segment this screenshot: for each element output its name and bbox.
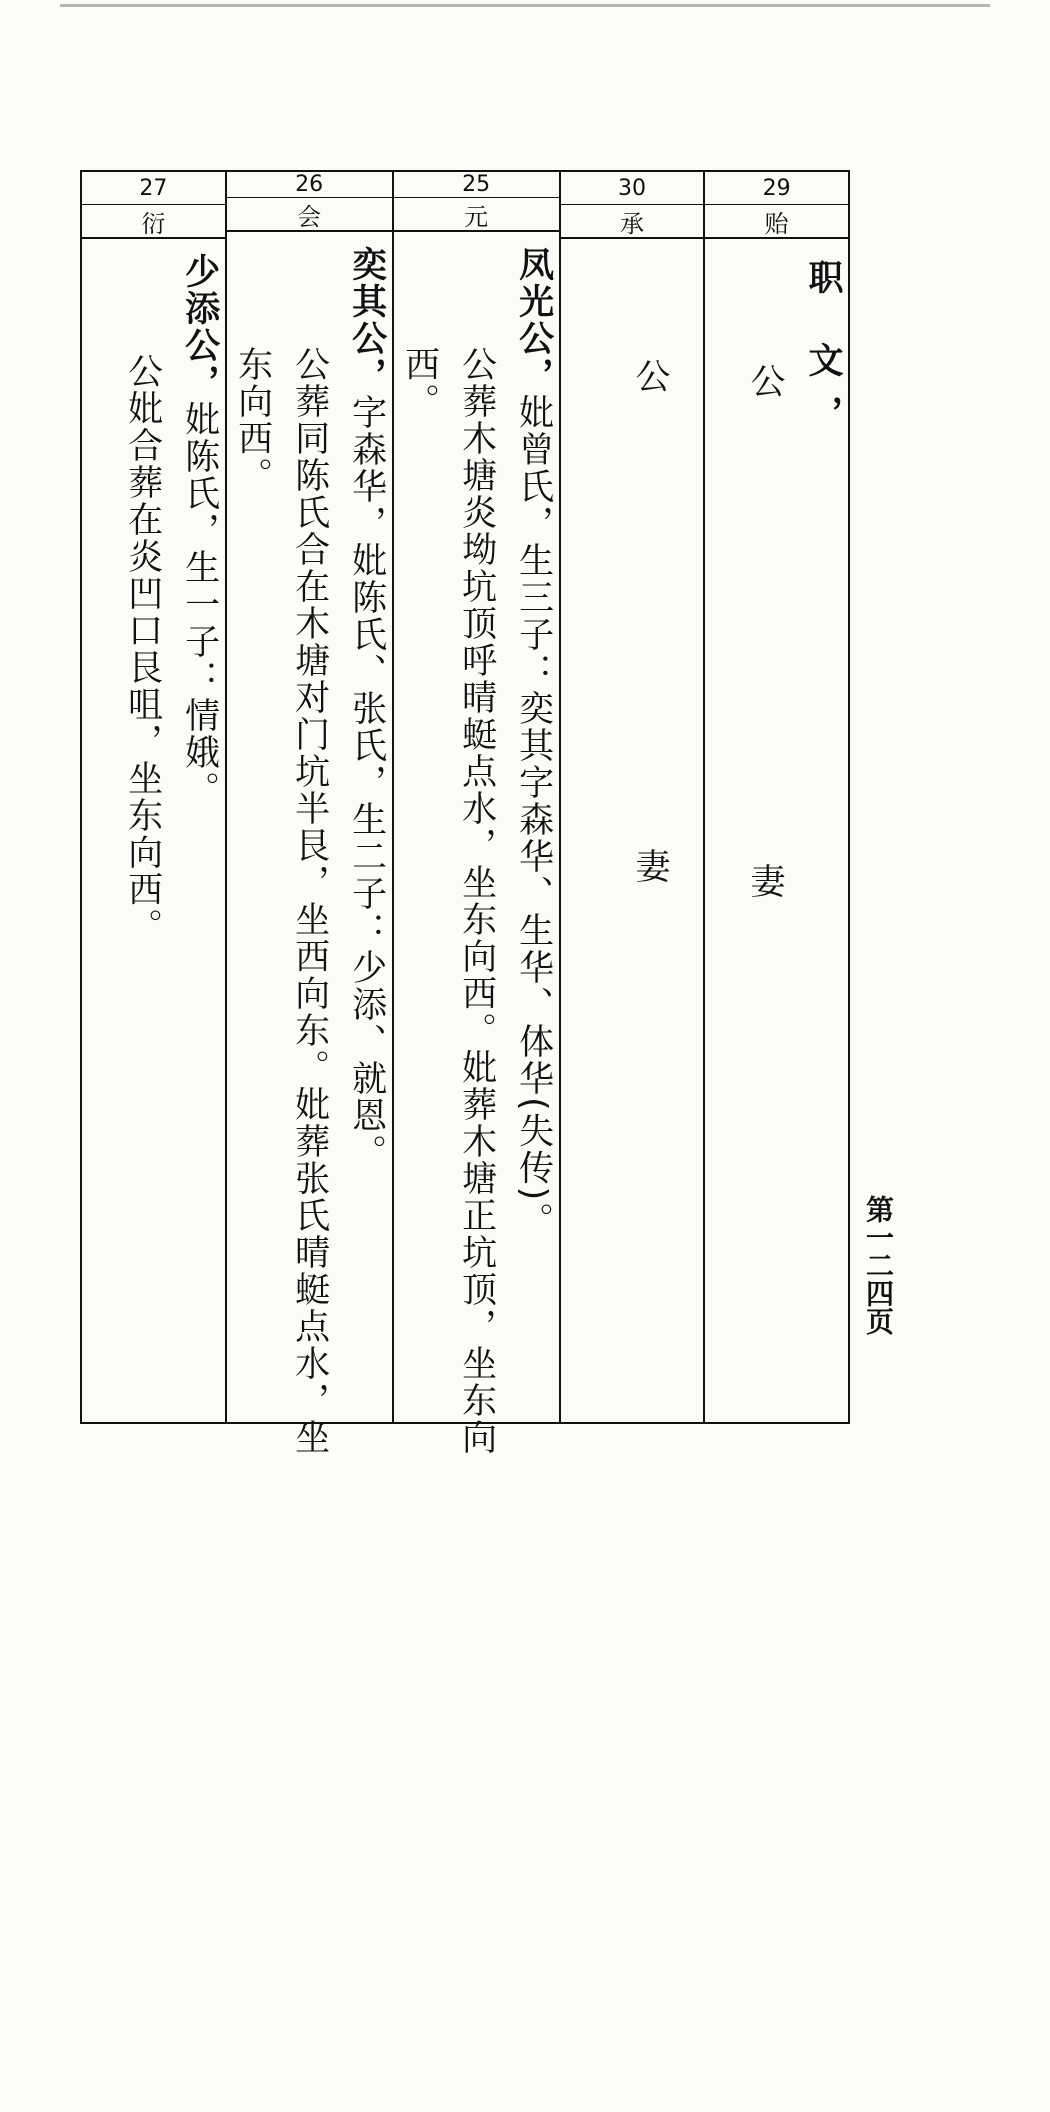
husband-label: 公 [745,363,786,400]
entry-line-1: 凤光公，妣曾氏，生三子：奕其字森华、生华、体华(失传)。 [513,246,554,1240]
column-body [705,239,848,1422]
column-number: 27 [82,172,225,205]
top-rule [60,4,990,7]
column-30 [561,172,706,1422]
wife-label: 妻 [745,863,786,900]
entry-line-2: 公葬同陈氏合在木塘对门坑半艮，坐西向东。妣葬张氏晴蜓点水，坐 [289,346,330,1456]
ancestor-name: 少添公， [179,253,220,401]
ancestor-name: 凤光公， [513,246,554,394]
column-body [394,232,559,1466]
husband-label: 公 [630,358,670,395]
generation-character: 元 [394,198,559,232]
column-number: 26 [227,172,392,198]
column-body [227,232,392,1466]
column-number: 29 [705,172,848,205]
entry-line-2: 公葬木塘炎坳坑顶呼晴蜓点水，坐东向西。妣葬木塘正坑顶，坐东向 [456,346,497,1456]
column-number: 25 [394,172,559,198]
column-body [82,239,225,1422]
entry-line-3: 西。 [399,346,440,420]
spouse-line [745,253,786,1412]
entry-line-2: 公妣合葬在炎凹口艮咀，坐东向西。 [122,353,163,945]
generation-character: 会 [227,198,392,232]
ancestor-name-line [803,253,844,1412]
genealogy-table [80,170,850,1456]
column-number: 30 [561,172,704,205]
page-number: 第一二四页 [862,1195,895,1335]
ancestor-name: 职 文， [803,259,844,449]
ancestor-name: 奕其公， [346,246,387,394]
column-26 [227,172,394,1456]
column-body [561,239,704,1422]
generation-character: 承 [561,205,704,239]
entry-line-3: 东向西。 [232,346,273,494]
column-29 [705,172,848,1422]
column-27 [82,172,227,1422]
entry-line-1: 少添公，妣陈氏，生一子：情娥。 [179,253,220,808]
column-25 [394,172,561,1456]
generation-character: 贻 [705,205,848,239]
generation-character: 衍 [82,205,225,239]
entry-line-1: 奕其公，字森华，妣陈氏、张氏，生二子：少添、就恩。 [346,246,387,1171]
wife-label: 妻 [630,848,670,885]
